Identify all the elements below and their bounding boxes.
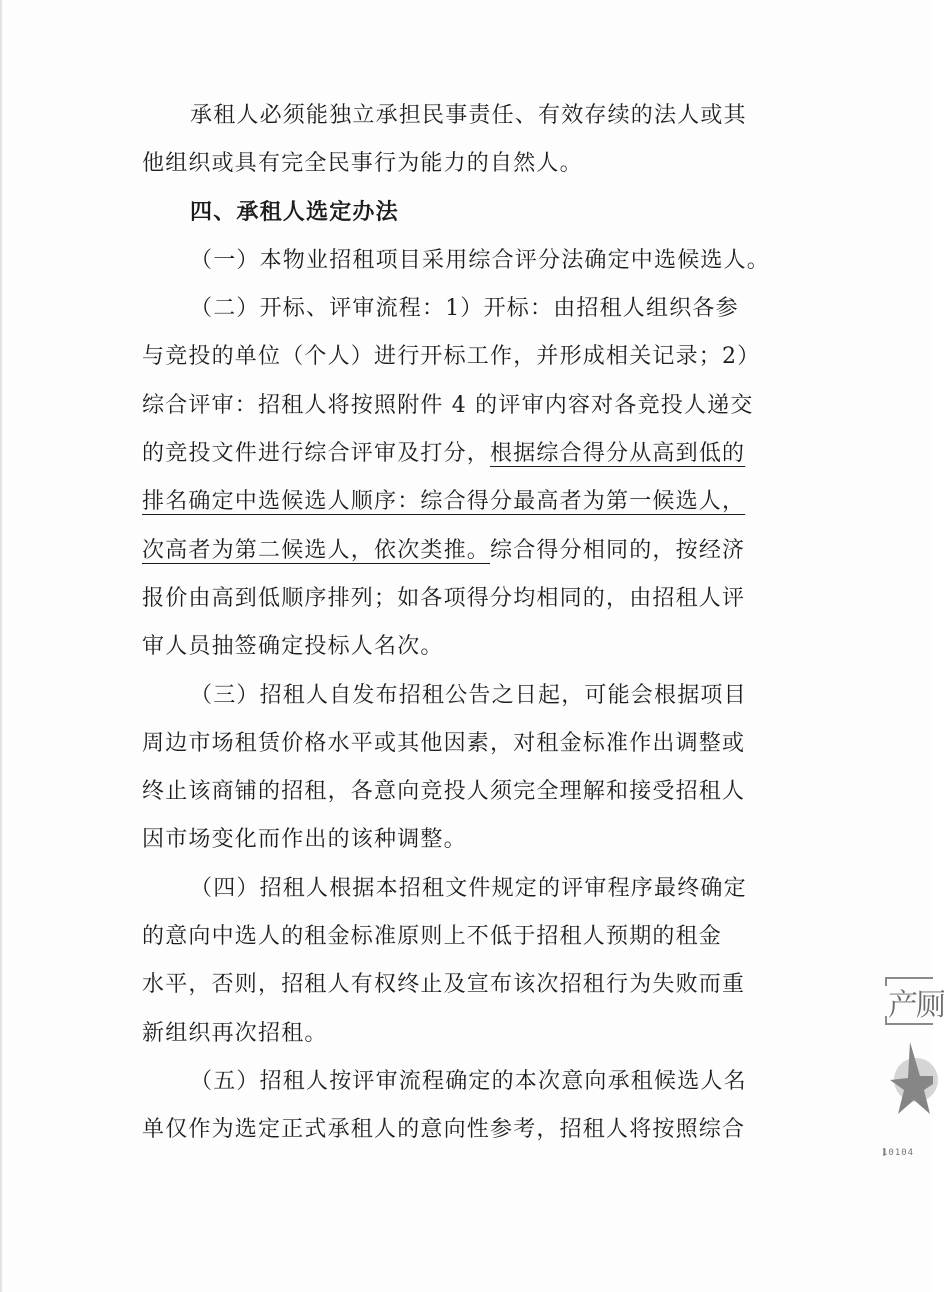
paragraph-line: 单仅作为选定正式承租人的意向性参考，招租人将按照综合 bbox=[142, 1117, 746, 1143]
paragraph-line: 的意向中选人的租金标准原则上不低于招租人预期的租金 bbox=[142, 924, 723, 950]
paragraph-line: 因市场变化而作出的该种调整。 bbox=[142, 827, 467, 853]
paragraph-line: （五）招租人按评审流程确定的本次意向承租候选人名 bbox=[190, 1068, 747, 1094]
paragraph-line: 他组织或具有完全民事行为能力的自然人。 bbox=[142, 151, 583, 177]
paragraph-line bbox=[142, 430, 792, 478]
paragraph-line: 承租人必须能独立承担民事责任、有效存续的法人或其 bbox=[190, 103, 747, 128]
paragraph-line: 新组织再次招租。 bbox=[142, 1020, 328, 1046]
paragraph-line: （一）本物业招租项目采用综合评分法确定中选候选人。 bbox=[190, 247, 771, 273]
partial-seal-stamp bbox=[876, 972, 944, 1162]
text-run: 的竞投文件进行综合评审及打分， bbox=[142, 441, 491, 467]
paragraph-line: 终止该商铺的招租，各意向竞投人须完全理解和接受招租人 bbox=[142, 779, 746, 805]
paragraph-line: （三）招租人自发布招租公告之日起，可能会根据项目 bbox=[190, 682, 747, 708]
paragraph-line: （二）开标、评审流程：1）开标：由招租人组织各参 bbox=[190, 296, 739, 322]
paragraph-line: 水平，否则，招租人有权终止及宣布该次招租行为失败而重 bbox=[142, 972, 746, 998]
document-body bbox=[142, 92, 792, 1155]
paragraph-line: 周边市场租赁价格水平或其他因素，对租金标准作出调整或 bbox=[142, 730, 746, 756]
paragraph-line: 与竞投的单位（个人）进行开标工作，并形成相关记录；2） bbox=[142, 344, 761, 370]
paragraph-line: 审人员抽签确定投标人名次。 bbox=[142, 634, 444, 660]
paragraph-line: 综合评审：招租人将按照附件 4 的评审内容对各竞投人递交 bbox=[142, 392, 754, 418]
section-heading: 四、承租人选定办法 bbox=[190, 199, 399, 225]
paragraph-line: （四）招租人根据本招租文件规定的评审程序最终确定 bbox=[190, 875, 747, 901]
page-edge-shadow bbox=[0, 0, 3, 1292]
paragraph-line: 报价由高到低顺序排列；如各项得分均相同的，由招租人评 bbox=[142, 585, 746, 611]
seal-text: 产厕 bbox=[888, 988, 944, 1023]
paragraph-line bbox=[142, 527, 792, 575]
underlined-text: 根据综合得分从高到低的 bbox=[490, 441, 746, 467]
underlined-line: 排名确定中选候选人顺序：综合得分最高者为第一候选人， bbox=[142, 489, 746, 515]
seal-number: 10104 bbox=[882, 1148, 915, 1158]
text-run: 综合得分相同的，按经济 bbox=[490, 537, 746, 563]
underlined-text: 次高者为第二候选人，依次类推。 bbox=[142, 537, 491, 563]
